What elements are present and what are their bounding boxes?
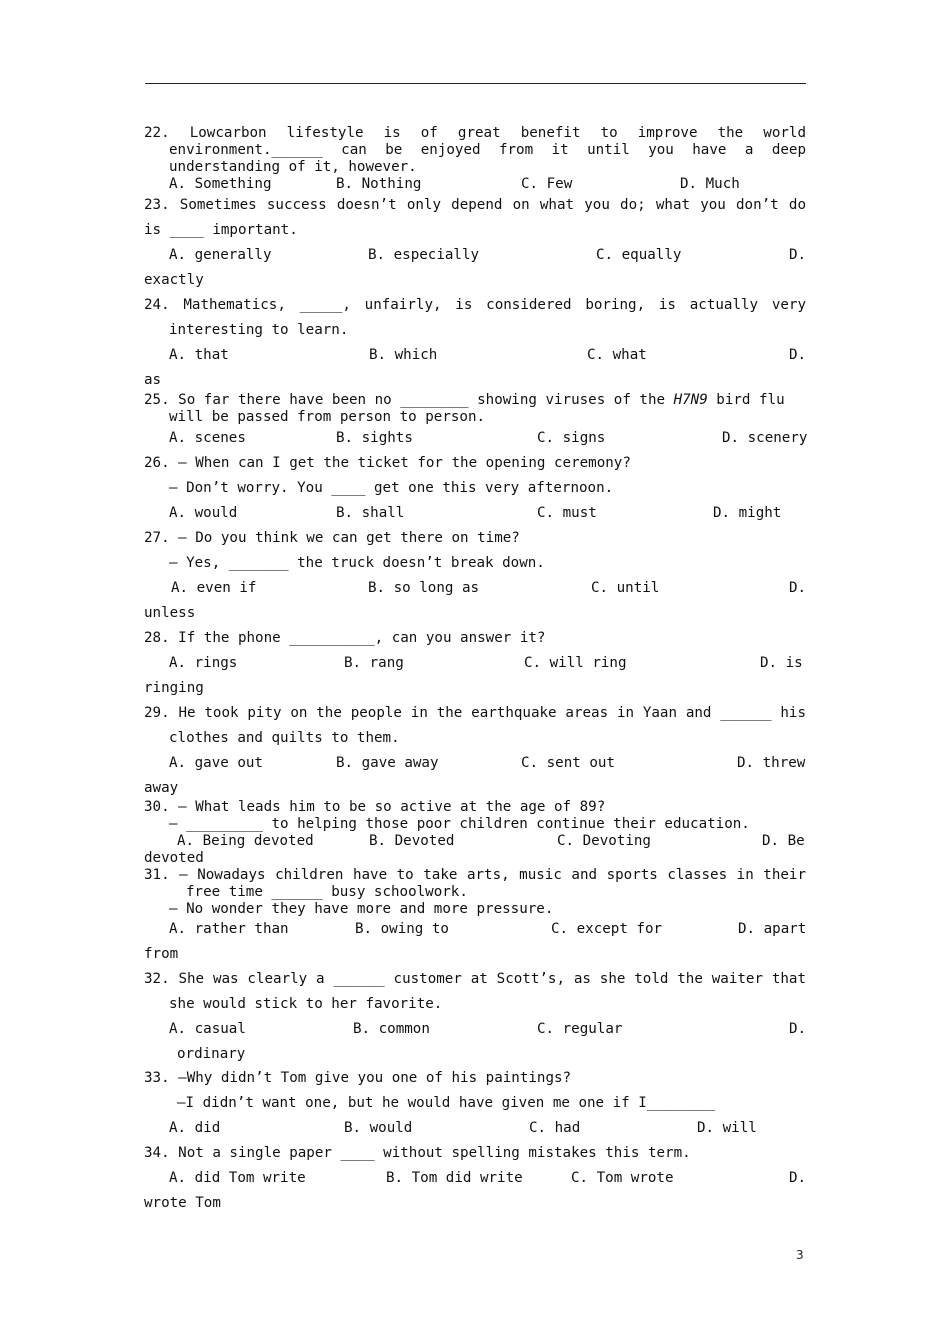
q28-option-c: C. will ring — [524, 655, 627, 671]
q22-option-a: A. Something — [169, 176, 272, 192]
q33-line1: 33. —Why didn’t Tom give you one of his paintings? — [144, 1070, 572, 1086]
q33-option-a: A. did — [169, 1120, 221, 1136]
q30-option-d-cont: devoted — [144, 850, 204, 866]
q27-option-a: A. even if — [171, 580, 257, 596]
q33-option-c: C. had — [529, 1120, 581, 1136]
q30-line1: 30. — What leads him to be so active at the age of 89? — [144, 799, 606, 815]
q31-line2: free time ______ busy schoolwork. — [186, 884, 468, 900]
q23-option-d-cont: exactly — [144, 272, 204, 288]
q29-line1: 29. He took pity on the people in the earthquake areas in Yaan and ______ his — [144, 705, 806, 721]
q22-line2: environment.______ can be enjoyed from it until you have a deep — [169, 142, 806, 158]
q24-option-a: A. that — [169, 347, 229, 363]
q33-option-b: B. would — [344, 1120, 413, 1136]
q29-option-c: C. sent out — [521, 755, 615, 771]
page-number: 3 — [796, 1248, 804, 1262]
q28-line1: 28. If the phone __________, can you answer it? — [144, 630, 546, 646]
q34-option-a: A. did Tom write — [169, 1170, 306, 1186]
q32-line2: she would stick to her favorite. — [169, 996, 443, 1012]
q26-line1: 26. — When can I get the ticket for the opening ceremony? — [144, 455, 631, 471]
q24-option-b: B. which — [369, 347, 438, 363]
q25-option-c: C. signs — [537, 430, 606, 446]
q27-line1: 27. — Do you think we can get there on time? — [144, 530, 520, 546]
q31-line3: — No wonder they have more and more pressure. — [169, 901, 554, 917]
q22-line1: 22. Lowcarbon lifestyle is of great benefit to improve the world — [144, 125, 806, 141]
q23-option-c: C. equally — [596, 247, 682, 263]
q26-option-d: D. might — [713, 505, 782, 521]
q25-option-d: D. scenery — [722, 430, 808, 446]
q23-line1: 23. Sometimes success doesn’t only depend on what you do; what you don’t do — [144, 197, 806, 213]
q30-option-c: C. Devoting — [557, 833, 651, 849]
q24-option-d: D. — [789, 347, 807, 363]
header-rule — [145, 83, 806, 84]
q28-option-a: A. rings — [169, 655, 238, 671]
q27-option-b: B. so long as — [368, 580, 480, 596]
q34-line1: 34. Not a single paper ____ without spelling mistakes this term. — [144, 1145, 691, 1161]
q32-option-c: C. regular — [537, 1021, 623, 1037]
q31-line1: 31. — Nowadays children have to take arts, music and sports classes in their — [144, 867, 806, 883]
q34-option-b: B. Tom did write — [386, 1170, 523, 1186]
q24-line2: interesting to learn. — [169, 322, 349, 338]
q33-line2: —I didn’t want one, but he would have given me one if I________ — [177, 1095, 716, 1111]
q25-line1-text: 25. So far there have been no ________ showing viruses of the H7N9 bird flu — [144, 392, 785, 408]
q23-option-b: B. especially — [368, 247, 480, 263]
q24-option-c: C. what — [587, 347, 647, 363]
q32-line1: 32. She was clearly a ______ customer at Scott’s, as she told the waiter that — [144, 971, 806, 987]
q30-option-a: A. Being devoted — [177, 833, 314, 849]
q32-option-d-cont: ordinary — [177, 1046, 246, 1062]
q26-option-c: C. must — [537, 505, 597, 521]
q26-line2: — Don’t worry. You ____ get one this very afternoon. — [169, 480, 614, 496]
q25-option-b: B. sights — [336, 430, 413, 446]
q29-option-d-cont: away — [144, 780, 179, 796]
q29-option-d: D. threw — [737, 755, 806, 771]
q25-option-a: A. scenes — [169, 430, 246, 446]
q25-line1 — [144, 392, 806, 409]
q32-option-b: B. common — [353, 1021, 430, 1037]
q23-option-d: D. — [789, 247, 807, 263]
q28-option-b: B. rang — [344, 655, 404, 671]
q29-option-b: B. gave away — [336, 755, 439, 771]
q29-line2: clothes and quilts to them. — [169, 730, 400, 746]
q29-option-a: A. gave out — [169, 755, 263, 771]
q31-option-b: B. owing to — [355, 921, 449, 937]
q31-option-a: A. rather than — [169, 921, 289, 937]
q22-option-c: C. Few — [521, 176, 573, 192]
q31-option-c: C. except for — [551, 921, 663, 937]
q24-line1: 24. Mathematics, _____, unfairly, is considered boring, is actually very — [144, 297, 806, 313]
q28-option-d-cont: ringing — [144, 680, 204, 696]
q23-line2: is ____ important. — [144, 222, 298, 238]
q22-option-b: B. Nothing — [336, 176, 422, 192]
q27-line2: — Yes, _______ the truck doesn’t break down. — [169, 555, 545, 571]
q28-option-d: D. is — [760, 655, 803, 671]
q27-option-c: C. until — [591, 580, 660, 596]
q30-option-b: B. Devoted — [369, 833, 455, 849]
q32-option-a: A. casual — [169, 1021, 246, 1037]
q30-option-d: D. Be — [762, 833, 805, 849]
q25-line2: will be passed from person to person. — [169, 409, 486, 425]
q24-option-d-cont: as — [144, 372, 162, 388]
q31-option-d-cont: from — [144, 946, 179, 962]
q22-option-d: D. Much — [680, 176, 740, 192]
q23-option-a: A. generally — [169, 247, 272, 263]
q27-option-d-cont: unless — [144, 605, 196, 621]
q30-line2: — _________ to helping those poor children continue their education. — [169, 816, 750, 832]
q34-option-c: C. Tom wrote — [571, 1170, 674, 1186]
q34-option-d: D. — [789, 1170, 807, 1186]
q26-option-a: A. would — [169, 505, 238, 521]
q31-option-d: D. apart — [738, 921, 807, 937]
q26-option-b: B. shall — [336, 505, 405, 521]
q34-option-d-cont: wrote Tom — [144, 1195, 221, 1211]
q22-line3: understanding of it, however. — [169, 159, 417, 175]
q33-option-d: D. will — [697, 1120, 757, 1136]
q27-option-d: D. — [789, 580, 807, 596]
q32-option-d: D. — [789, 1021, 807, 1037]
